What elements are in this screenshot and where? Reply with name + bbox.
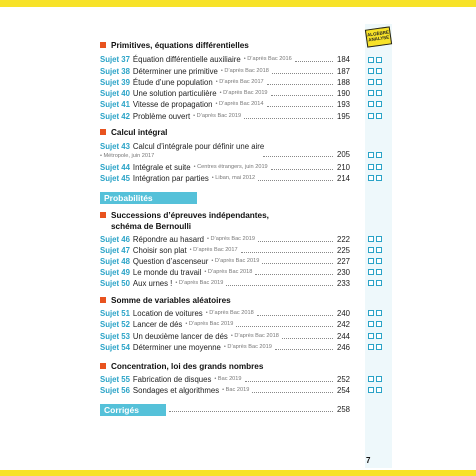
checkbox[interactable]: [368, 175, 374, 181]
checkbox[interactable]: [376, 164, 382, 170]
section-band-probabilites: Probabilités: [100, 192, 197, 204]
toc-entry-source: • Métropole, juin 2017: [100, 153, 155, 159]
checkbox[interactable]: [376, 321, 382, 327]
checkbox[interactable]: [376, 68, 382, 74]
checkbox[interactable]: [368, 376, 374, 382]
toc-entry[interactable]: Sujet 41 Vitesse de propagation • D’après Bac 2014 193: [100, 100, 350, 109]
checkbox[interactable]: [376, 376, 382, 382]
checkbox[interactable]: [376, 258, 382, 264]
progress-checkboxes[interactable]: [368, 68, 382, 74]
toc-entry[interactable]: Sujet 54 Déterminer une moyenne • D’après Bac 2019 246: [100, 343, 350, 352]
progress-checkboxes[interactable]: [368, 344, 382, 350]
toc-entry[interactable]: Sujet 55 Fabrication de disques • Bac 2019 252: [100, 375, 350, 384]
orange-square-icon: [100, 129, 106, 135]
checkbox[interactable]: [368, 310, 374, 316]
checkbox[interactable]: [376, 79, 382, 85]
page-number: 7: [366, 456, 371, 465]
checkbox[interactable]: [368, 101, 374, 107]
checkbox[interactable]: [368, 79, 374, 85]
progress-checkboxes[interactable]: [368, 236, 382, 242]
toc-entry-page: 205: [260, 149, 350, 160]
toc-entry[interactable]: Sujet 45 Intégration par parties • Liban, mai 2012 214: [100, 174, 350, 183]
toc-entry[interactable]: Sujet 46 Répondre au hasard • D’après Bac 2019 222: [100, 235, 350, 244]
checkbox[interactable]: [368, 164, 374, 170]
checkbox[interactable]: [376, 247, 382, 253]
progress-checkboxes[interactable]: [368, 101, 382, 107]
toc-entry[interactable]: Sujet 37 Équation différentielle auxiliaire • D’après Bac 2016 184: [100, 55, 350, 64]
toc-entry[interactable]: Sujet 53 Un deuxième lancer de dés • D’après Bac 2018 244: [100, 332, 350, 341]
progress-checkboxes[interactable]: [368, 79, 382, 85]
progress-checkboxes[interactable]: [368, 280, 382, 286]
checkbox[interactable]: [376, 113, 382, 119]
progress-checkboxes[interactable]: [368, 269, 382, 275]
toc-entry[interactable]: Sujet 44 Intégrale et suite • Centres étrangers, juin 2019 210: [100, 163, 350, 172]
checkbox[interactable]: [368, 333, 374, 339]
checkbox[interactable]: [368, 258, 374, 264]
progress-checkboxes[interactable]: [368, 387, 382, 393]
checkbox[interactable]: [368, 236, 374, 242]
checkbox[interactable]: [368, 280, 374, 286]
checkbox[interactable]: [376, 280, 382, 286]
checkbox[interactable]: [368, 269, 374, 275]
side-tab-label: ALGÈBRE ANALYSE: [365, 26, 392, 47]
section-band-corriges: Corrigés: [100, 404, 166, 416]
toc-entry[interactable]: Sujet 52 Lancer de dés • D’après Bac 2019 242: [100, 320, 350, 329]
progress-checkboxes[interactable]: [368, 57, 382, 63]
orange-square-icon: [100, 212, 106, 218]
checkbox[interactable]: [376, 236, 382, 242]
toc-entry[interactable]: Sujet 47 Choisir son plat • D’après Bac 2017 225: [100, 246, 350, 255]
checkbox[interactable]: [376, 333, 382, 339]
orange-square-icon: [100, 297, 106, 303]
checkbox[interactable]: [368, 321, 374, 327]
checkbox[interactable]: [376, 387, 382, 393]
checkbox[interactable]: [368, 68, 374, 74]
section-heading: Somme de variables aléatoires: [100, 295, 231, 306]
toc-entry[interactable]: Sujet 49 Le monde du travail • D’après Bac 2018 230: [100, 268, 350, 277]
toc-entry[interactable]: Sujet 56 Sondages et algorithmes • Bac 2019 254: [100, 386, 350, 395]
orange-square-icon: [100, 42, 106, 48]
progress-checkboxes[interactable]: [368, 258, 382, 264]
checkbox[interactable]: [368, 57, 374, 63]
corriges-entry[interactable]: Corrigés 258: [100, 404, 350, 415]
progress-checkboxes[interactable]: [368, 90, 382, 96]
checkbox[interactable]: [368, 387, 374, 393]
toc-entry[interactable]: Sujet 51 Location de voitures • D’après Bac 2018 240: [100, 309, 350, 318]
section-heading: Successions d’épreuves indépendantes, schéma de Bernoulli: [100, 210, 269, 232]
progress-checkboxes[interactable]: [368, 113, 382, 119]
checkbox[interactable]: [376, 310, 382, 316]
checkbox[interactable]: [376, 152, 382, 158]
progress-checkboxes[interactable]: [368, 164, 382, 170]
section-heading: Calcul intégral: [100, 127, 167, 138]
progress-checkboxes[interactable]: [368, 321, 382, 327]
toc-entry[interactable]: Sujet 40 Une solution particulière • D’après Bac 2019 190: [100, 89, 350, 98]
checkbox[interactable]: [368, 90, 374, 96]
progress-checkboxes[interactable]: [368, 333, 382, 339]
checkbox[interactable]: [368, 152, 374, 158]
toc-entry[interactable]: Sujet 50 Aux urnes ! • D’après Bac 2019 233: [100, 279, 350, 288]
toc-entry[interactable]: Sujet 48 Question d’ascenseur • D’après Bac 2019 227: [100, 257, 350, 266]
section-heading: Primitives, équations différentielles: [100, 40, 249, 51]
progress-checkboxes[interactable]: [368, 152, 382, 158]
progress-checkboxes[interactable]: [368, 310, 382, 316]
checkbox[interactable]: [376, 101, 382, 107]
checkbox[interactable]: [368, 247, 374, 253]
orange-square-icon: [100, 363, 106, 369]
toc-entry[interactable]: Sujet 38 Déterminer une primitive • D’après Bac 2018 187: [100, 67, 350, 76]
section-heading: Concentration, loi des grands nombres: [100, 361, 263, 372]
progress-checkboxes[interactable]: [368, 247, 382, 253]
checkbox[interactable]: [376, 57, 382, 63]
toc-entry[interactable]: Sujet 39 Étude d’une population • D’après Bac 2017 188: [100, 78, 350, 87]
bottom-yellow-bar: [0, 470, 476, 476]
checkbox[interactable]: [376, 269, 382, 275]
table-of-contents: [100, 0, 362, 476]
checkbox[interactable]: [376, 90, 382, 96]
progress-checkboxes[interactable]: [368, 175, 382, 181]
toc-entry[interactable]: Sujet 43 Calcul d’intégrale pour définir une aire: [100, 142, 265, 151]
checkbox[interactable]: [376, 344, 382, 350]
toc-entry[interactable]: Sujet 42 Problème ouvert • D’après Bac 2019 195: [100, 112, 350, 121]
checkbox[interactable]: [376, 175, 382, 181]
checkbox[interactable]: [368, 113, 374, 119]
checkbox[interactable]: [368, 344, 374, 350]
progress-checkboxes[interactable]: [368, 376, 382, 382]
